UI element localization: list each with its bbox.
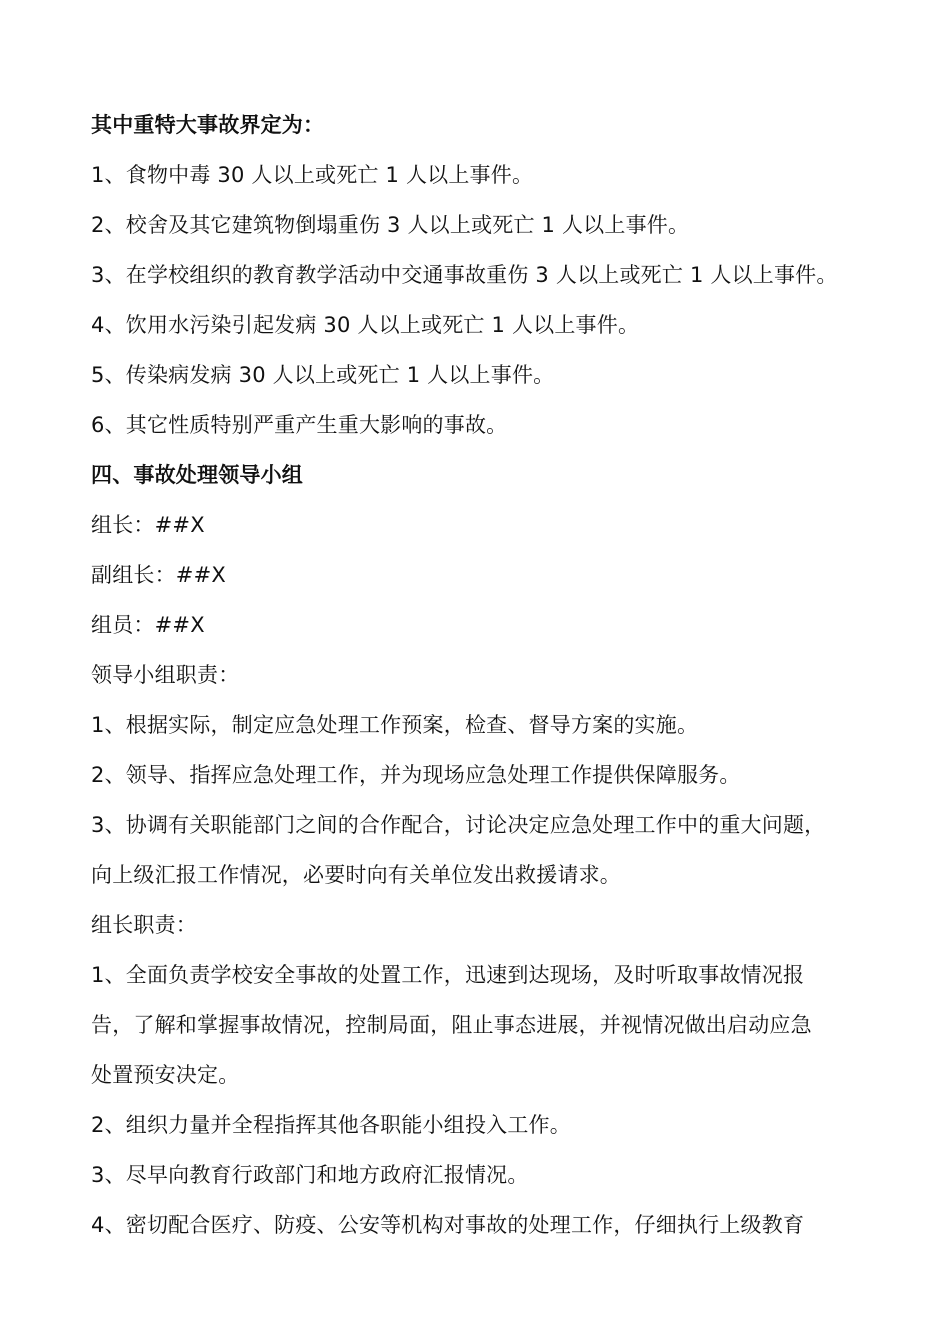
paragraph-line: 5、传染病发病 30 人以上或死亡 1 人以上事件。 [91,363,555,387]
paragraph-line: 2、组织力量并全程指挥其他各职能小组投入工作。 [91,1113,571,1137]
members-line: 组员：##X [91,613,205,637]
paragraph-line: 3、协调有关职能部门之间的合作配合，讨论决定应急处理工作中的重大问题， [91,813,826,837]
paragraph-line: 3、尽早向教育行政部门和地方政府汇报情况。 [91,1163,529,1187]
paragraph-line: 1、全面负责学校安全事故的处置工作，迅速到达现场，及时听取事故情况报 [91,963,805,987]
paragraph-line: 2、领导、指挥应急处理工作，并为现场应急处理工作提供保障服务。 [91,763,741,787]
paragraph-line: 告，了解和掌握事故情况，控制局面，阻止事态进展，并视情况做出启动应急 [91,1013,812,1037]
paragraph-line: 向上级汇报工作情况，必要时向有关单位发出救援请求。 [91,863,621,887]
paragraph-line: 4、密切配合医疗、防疫、公安等机构对事故的处理工作，仔细执行上级教育 [91,1213,805,1237]
paragraph-line: 处置预安决定。 [91,1063,240,1087]
paragraph-line: 2、校舍及其它建筑物倒塌重伤 3 人以上或死亡 1 人以上事件。 [91,213,690,237]
paragraph-line: 6、其它性质特别严重产生重大影响的事故。 [91,413,508,437]
paragraph-line: 3、在学校组织的教育教学活动中交通事故重伤 3 人以上或死亡 1 人以上事件。 [91,263,838,287]
document-body [91,100,881,1250]
section-definition-heading: 其中重特大事故界定为： [91,113,325,137]
paragraph-line: 1、食物中毒 30 人以上或死亡 1 人以上事件。 [91,163,534,187]
group-duties-label: 领导小组职责： [91,663,240,687]
paragraph-line: 4、饮用水污染引起发病 30 人以上或死亡 1 人以上事件。 [91,313,640,337]
leader-line: 组长：##X [91,513,205,537]
section-four-heading: 四、事故处理领导小组 [91,463,303,487]
deputy-leader-line: 副组长：##X [91,563,226,587]
paragraph-line: 1、根据实际，制定应急处理工作预案，检查、督导方案的实施。 [91,713,699,737]
leader-duties-label: 组长职责： [91,913,197,937]
